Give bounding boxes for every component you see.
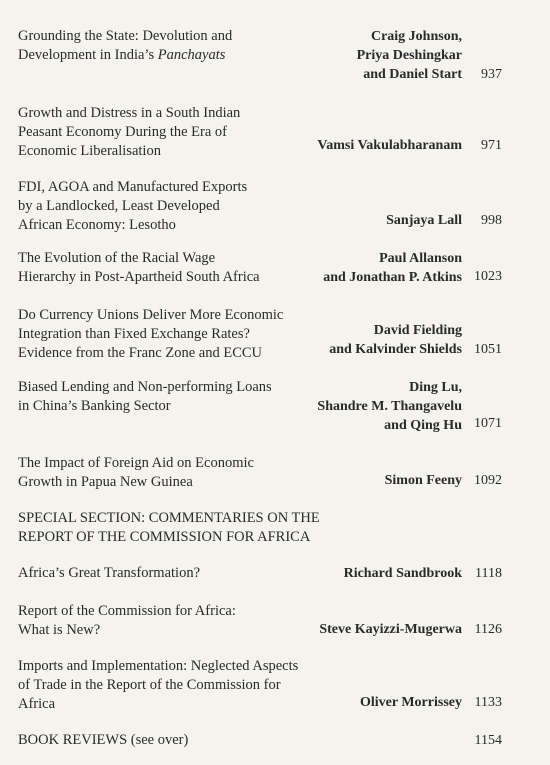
- article-title: FDI, AGOA and Manufactured Exports by a Landlocked, Least Developed African Economy: Lesotho: [18, 179, 248, 233]
- article-title: Grounding the State: Devolution and Development in India’s Panchayats: [18, 28, 233, 63]
- article-title: Biased Lending and Non-performing Loans in China’s Banking Sector: [18, 379, 272, 414]
- article-authors: Oliver Morrissey: [360, 695, 462, 710]
- article-authors: Craig Johnson, Priya Deshingkar and Daniel Start: [356, 29, 462, 82]
- page-number: 1133: [474, 695, 502, 710]
- special-section-heading: SPECIAL SECTION: COMMENTARIES ON THE REPORT OF THE COMMISSION FOR AFRICA: [18, 510, 320, 545]
- article-authors: Simon Feeny: [384, 473, 462, 488]
- page-number: 1051: [474, 342, 502, 357]
- page-number: 1092: [474, 473, 502, 488]
- book-reviews-label: BOOK REVIEWS (see over): [18, 732, 189, 748]
- page-number: 998: [481, 213, 502, 228]
- page-number: 1071: [474, 416, 502, 431]
- article-authors: Ding Lu, Shandre M. Thangavelu and Qing Hu: [317, 380, 462, 433]
- page-number: 1118: [475, 566, 502, 581]
- article-title: Africa’s Great Transformation?: [18, 565, 201, 581]
- article-authors: David Fielding and Kalvinder Shields: [329, 323, 462, 357]
- article-title: Imports and Implementation: Neglected Aspects of Trade in the Report of the Commission for Africa: [18, 658, 299, 712]
- article-authors: Vamsi Vakulabharanam: [317, 138, 462, 153]
- page-number: 1023: [474, 269, 502, 284]
- article-title: The Impact of Foreign Aid on Economic Growth in Papua New Guinea: [18, 455, 254, 490]
- article-authors: Paul Allanson and Jonathan P. Atkins: [323, 251, 462, 285]
- article-authors: Steve Kayizzi-Mugerwa: [319, 622, 462, 637]
- page-number: 971: [481, 138, 502, 153]
- page-number: 937: [481, 67, 502, 82]
- article-authors: Sanjaya Lall: [386, 213, 462, 228]
- article-title: The Evolution of the Racial Wage Hierarchy in Post-Apartheid South Africa: [18, 250, 260, 285]
- article-title: Growth and Distress in a South Indian Peasant Economy During the Era of Economic Liberalisation: [18, 105, 241, 159]
- article-authors: Richard Sandbrook: [343, 566, 462, 581]
- article-title: Report of the Commission for Africa: What is New?: [18, 603, 236, 638]
- article-title: Do Currency Unions Deliver More Economic Integration than Fixed Exchange Rates? Evidence from the Franc Zone and ECCU: [18, 307, 284, 361]
- page-number: 1126: [474, 622, 502, 637]
- page-number: 1154: [474, 733, 502, 748]
